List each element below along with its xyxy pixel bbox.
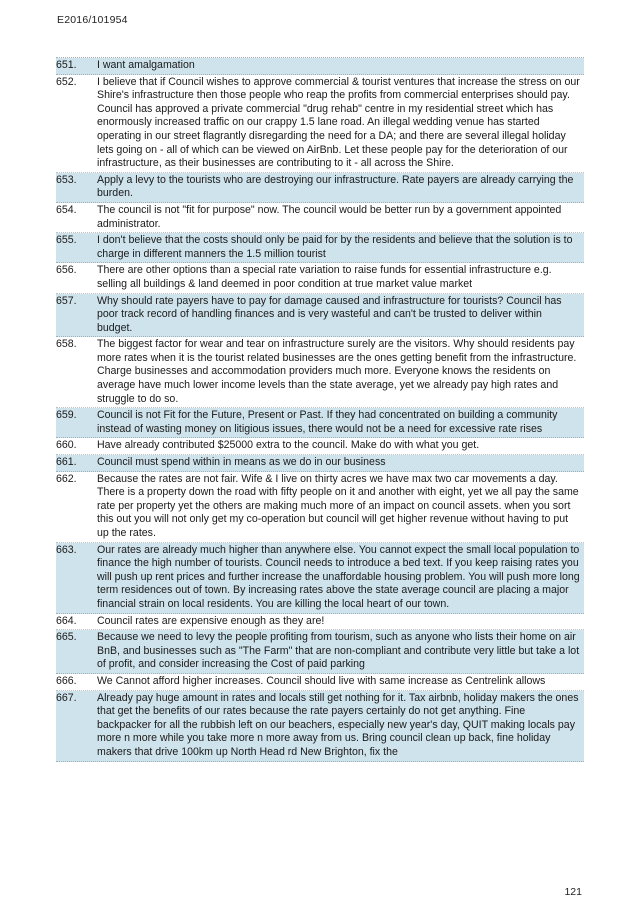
submission-row xyxy=(56,75,584,173)
submission-row xyxy=(56,263,584,293)
submission-text: I want amalgamation xyxy=(97,59,195,71)
submission-number: 662. xyxy=(56,472,77,485)
submission-number: 666. xyxy=(56,674,77,687)
submission-number: 652. xyxy=(56,75,77,88)
document-reference: E2016/101954 xyxy=(57,14,128,26)
submission-row xyxy=(56,408,584,438)
submission-text: Already pay huge amount in rates and locals still get nothing for it. Tax airbnb, holiday makers the ones that get the benefits of our rates because the rate payers certainly do not get anything. Fine backpacker for all the rubbish left on our beachers, especially new year's day, QUIT making locals pay more n more while you take more n more away from us. Bring council clean up back, fine holiday makers that drive 100km up North Head rd New Brighton, fix the xyxy=(97,691,579,758)
submission-text: Council must spend within in means as we do in our business xyxy=(97,456,386,469)
submission-text: Because the rates are not fair. Wife & I live on thirty acres we have max two car movements a day. There is a property down the road with fifty people on it and another with eight, yet we all pay the same rate per property yet the others are making much more of an impact on council assets. when you sort this out you will not only get my co-operation but council will get higher revenue without having to put up the rates. xyxy=(97,472,579,539)
submission-text: I don't believe that the costs should only be paid for by the residents and believe that the solution is to charge in different manners the 1.5 million tourist xyxy=(97,234,573,260)
submission-number: 657. xyxy=(56,294,77,307)
submission-text: The biggest factor for wear and tear on infrastructure surely are the visitors. Why should residents pay more rates when it is the tourist related businesses are the ones getting benefit from the infrastructure. Charge businesses and accommodation providers much more. Everyone knows the residents on average have much lower income levels than the state average, yet we already pay high rates and struggle to do so. xyxy=(97,338,577,405)
submission-number: 667. xyxy=(56,691,77,704)
submission-number: 656. xyxy=(56,264,77,277)
submissions-table xyxy=(56,57,584,762)
submission-number: 654. xyxy=(56,203,77,216)
submission-text: Because we need to levy the people profiting from tourism, such as anyone who lists their home on air BnB, and businesses such as "The Farm" that are non-compliant and contribute very little but take a lot of profit, and consider increasing the Cost of paid parking xyxy=(97,631,580,671)
submission-row xyxy=(56,438,584,455)
submission-number: 660. xyxy=(56,439,77,452)
submission-number: 658. xyxy=(56,338,77,351)
submission-row xyxy=(56,58,584,75)
submission-number: 661. xyxy=(56,456,77,469)
submission-number: 659. xyxy=(56,409,77,422)
submission-row xyxy=(56,472,584,543)
submission-row xyxy=(56,294,584,338)
submission-row xyxy=(56,614,584,631)
submission-row xyxy=(56,203,584,233)
submission-number: 663. xyxy=(56,543,77,556)
submission-row xyxy=(56,455,584,472)
submission-text: Our rates are already much higher than anywhere else. You cannot expect the small local population to finance the high number of tourists. Council needs to introduce a bed text. If you keep raising rates you will push up rent prices and further increase the unaffordable housing problem. You will push more long term residences out of town. By increasing rates above the state average council are placing a major financial strain on local residents. You are killing the local heart of our town. xyxy=(97,543,580,610)
submission-number: 664. xyxy=(56,614,77,627)
submission-number: 651. xyxy=(56,59,77,71)
submission-row xyxy=(56,630,584,674)
submission-text: Why should rate payers have to pay for damage caused and infrastructure for tourists? Council has poor track record of handling finances and is very wasteful and can't be trusted to deliver within budget. xyxy=(97,294,562,334)
submission-row xyxy=(56,173,584,203)
submission-row xyxy=(56,674,584,691)
submission-text: Apply a levy to the tourists who are destroying our infrastructure. Rate payers are already carrying the burden. xyxy=(97,173,574,200)
submission-number: 665. xyxy=(56,631,77,644)
submission-text: Have already contributed $25000 extra to the council. Make do with what you get. xyxy=(97,439,480,452)
submission-number: 655. xyxy=(56,234,77,247)
submission-row xyxy=(56,337,584,408)
submission-text: Council rates are expensive enough as they are! xyxy=(97,614,325,627)
submission-row xyxy=(56,691,584,762)
submission-text: Council is not Fit for the Future, Present or Past. If they had concentrated on building a community instead of wasting money on litigious issues, there would not be a need for excessive rate rises xyxy=(97,409,558,435)
submission-text: There are other options than a special rate variation to raise funds for essential infrastructure e.g. selling all buildings & land deemed in poor condition at true market value market xyxy=(97,264,552,290)
page-number: 121 xyxy=(564,886,582,898)
submission-row xyxy=(56,233,584,263)
submission-row xyxy=(56,543,584,614)
submission-text: The council is not "fit for purpose" now. The council would be better run by a government appointed administrator. xyxy=(97,203,562,230)
submission-text: I believe that if Council wishes to approve commercial & tourist ventures that increase the stress on our Shire's infrastructure then those people who reap the profits from commercial enterprises should pay. Council has approved a private commercial "drug rehab" centre in my residential street which has enormously increased traffic on our crappy 1.5 lane road. An illegal wedding venue has started operating in our street flagrantly disregarding the need for a DA; and there are several illegal holiday lets going on - all of which can be viewed on AirBnb. Let these people pay for the deterioration of our infrastructure, as their businesses are contributing to it - all across the Shire. xyxy=(97,75,580,170)
submission-number: 653. xyxy=(56,173,77,186)
submission-text: We Cannot afford higher increases. Council should live with same increase as Centrelink allows xyxy=(97,674,546,687)
